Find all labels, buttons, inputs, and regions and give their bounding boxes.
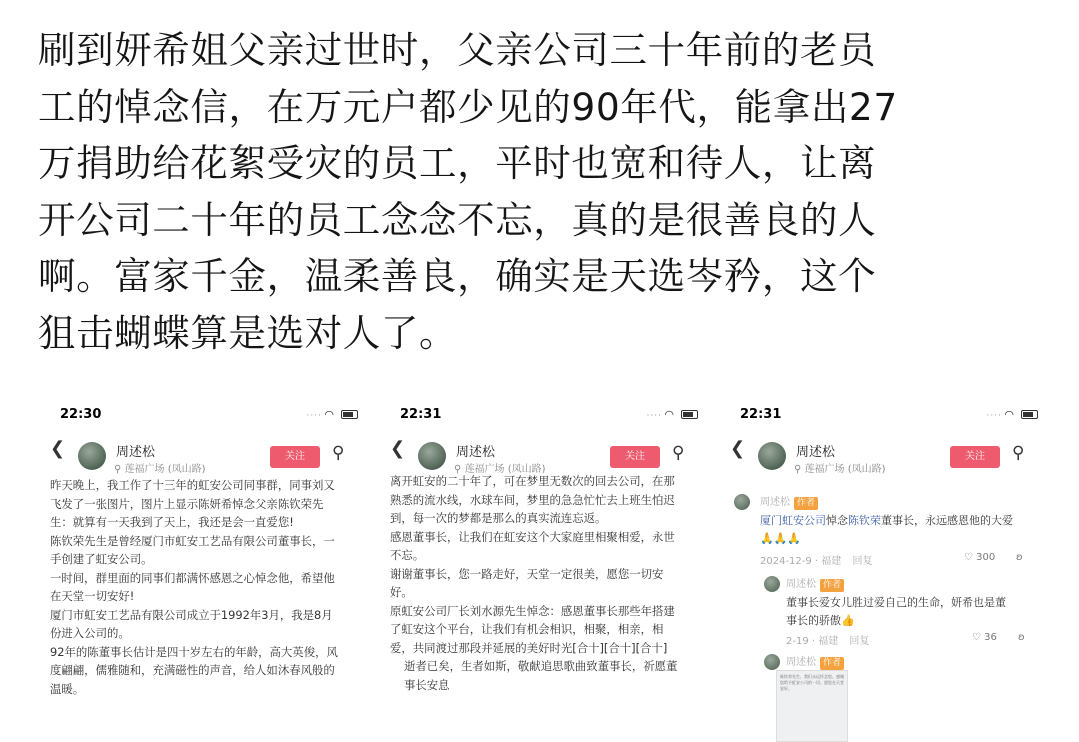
like-count[interactable] [964, 552, 995, 563]
paragraph: 一时间，群里面的同事们都满怀感恩之心悼念他，希望他在天堂一切安好! [50, 570, 335, 603]
paragraph: 昨天晚上，我工作了十三年的虹安公司同事群，同事刘又飞发了一张图片，图片上显示陈妍希悼念父亲陈钦荣先生：就算有一天我到了天上，我还是会一直爱您! [50, 478, 335, 529]
paragraph: 陈钦荣先生是曾经厦门市虹安工艺品有限公司董事长，一手创建了虹安公司。 [50, 533, 335, 566]
like-count[interactable] [972, 632, 997, 643]
author-badge: 作者 [820, 579, 844, 592]
search-icon[interactable]: ⚲ [672, 443, 685, 463]
status-time: 22:31 [740, 407, 782, 422]
comment-date: 2024-12-9 · 福建 [760, 556, 842, 567]
comment-image[interactable]: 陈钦荣先生，我们永远怀念您。感谢您给予虹安公司的一切。愿您在天堂安好。 [776, 670, 848, 742]
paragraph: 原虹安公司厂长刘水源先生悼念：感恩董事长那些年搭建了虹安这个平台，让我们有机会相识，相聚，相亲，相爱，共同渡过那段并延展的美好时光[合十][合十][合十] [390, 603, 675, 655]
location-pin-icon: ⚲ [794, 464, 802, 475]
like-number: 36 [984, 632, 997, 643]
follow-button[interactable]: 关注 [610, 446, 660, 468]
location-text: 莲福广场 (凤山路) [124, 464, 206, 475]
paragraph: 逝者已矣，生者如斯，敬献追思歌曲致董事长，祈愿董事长安息 [404, 659, 678, 692]
screenshot-2 [378, 398, 700, 742]
avatar[interactable] [418, 442, 446, 470]
comment-text [760, 512, 1022, 548]
post-line: 万捐助给花絮受灾的员工，平时也宽和待人，让离 [38, 141, 877, 185]
author-name[interactable]: 周述松 [116, 445, 156, 460]
heart-icon[interactable]: ♡ [964, 552, 973, 563]
comment-author-name[interactable]: 周述松 [786, 657, 816, 668]
post-line: 工的悼念信，在万元户都少见的90年代，能拿出27 [38, 84, 898, 129]
location-text: 莲福广场 (凤山路) [464, 464, 546, 475]
wifi-icon: ◠ [324, 408, 334, 421]
comment-author-name[interactable]: 周述松 [786, 579, 816, 590]
status-bar [718, 398, 1040, 428]
note-header [38, 428, 360, 476]
location-text: 莲福广场 (凤山路) [804, 464, 886, 475]
comment-author [786, 575, 844, 592]
paragraph: 厦门市虹安工艺品有限公司成立于1992年3月，我是8月份进入公司的。 [50, 607, 333, 640]
status-time: 22:30 [60, 407, 102, 422]
search-icon[interactable]: ⚲ [332, 443, 345, 463]
avatar[interactable] [758, 442, 786, 470]
comment-meta [786, 632, 869, 647]
back-arrow-icon[interactable]: ❮ [730, 438, 746, 459]
author-name[interactable]: 周述松 [796, 445, 836, 460]
location-pin-icon: ⚲ [114, 464, 122, 475]
dislike-icon[interactable]: ʚ [1016, 552, 1023, 563]
post-line: 啊。富家千金，温柔善良，确实是天选岑矜，这个 [38, 254, 877, 298]
note-body [378, 472, 700, 694]
paragraph: 离开虹安的二十年了，可在梦里无数次的回去公司，在那熟悉的流水线，水球车间，梦里的急急忙忙去上班生怕迟到，每一次的梦都是那么的真实流连忘返。 [390, 474, 675, 525]
battery-icon [681, 410, 698, 419]
post-line: 开公司二十年的员工念念不忘，真的是很善良的人 [38, 197, 877, 242]
follow-button[interactable]: 关注 [270, 446, 320, 468]
paragraph: 谢谢董事长，您一路走好，天堂一定很美，愿您一切安好。 [390, 566, 664, 599]
heart-icon[interactable]: ♡ [972, 632, 981, 643]
author-badge: 作者 [794, 497, 818, 510]
comment-date: 2-19 · 福建 [786, 636, 839, 647]
screenshot-3 [718, 398, 1040, 742]
back-arrow-icon[interactable]: ❮ [50, 438, 66, 459]
reply-button[interactable]: 回复 [852, 556, 873, 567]
location [454, 460, 546, 475]
follow-button[interactable]: 关注 [950, 446, 1000, 468]
comment-text-part: 董事长，永远感恩他的大爱🙏🙏🙏 [760, 514, 1013, 545]
signal-icon: ···· [986, 411, 1002, 421]
status-bar [38, 398, 360, 428]
search-icon[interactable]: ⚲ [1012, 443, 1025, 463]
author-badge: 作者 [820, 657, 844, 670]
status-bar [378, 398, 700, 428]
post-text [38, 22, 1048, 361]
avatar[interactable] [78, 442, 106, 470]
note-body [38, 476, 360, 698]
mention-link[interactable]: 陈钦荣 [848, 514, 881, 527]
comment-author-name[interactable]: 周述松 [760, 497, 790, 508]
back-arrow-icon[interactable]: ❮ [390, 438, 406, 459]
paragraph: 感恩董事长，让我们在虹安这个大家庭里相聚相爱，永世不忘。 [390, 529, 675, 562]
comment-avatar[interactable] [764, 576, 780, 592]
post-line: 刷到妍希姐父亲过世时，父亲公司三十年前的老员 [38, 28, 877, 72]
paragraph: 92年的陈董事长估计是四十岁左右的年龄，高大英俊，风度翩翩，儒雅随和，充满磁性的声音，给人如沐春风般的温暖。 [50, 644, 338, 696]
signal-icon: ···· [646, 411, 662, 421]
comment-text: 董事长爱女儿胜过爱自己的生命，妍希也是董事长的骄傲👍 [786, 596, 1006, 627]
battery-icon [341, 410, 358, 419]
comment-meta [760, 552, 872, 567]
screenshot-1 [38, 398, 360, 742]
wifi-icon: ◠ [1004, 408, 1014, 421]
topic-link[interactable]: 厦门虹安公司 [760, 514, 826, 527]
comment-avatar[interactable] [764, 654, 780, 670]
signal-icon: ···· [306, 411, 322, 421]
location [794, 460, 886, 475]
author-name[interactable]: 周述松 [456, 445, 496, 460]
location [114, 460, 206, 475]
dislike-icon[interactable]: ʚ [1018, 632, 1025, 643]
comment-author [786, 653, 844, 670]
reply-button[interactable]: 回复 [849, 636, 870, 647]
wifi-icon: ◠ [664, 408, 674, 421]
battery-icon [1021, 410, 1038, 419]
status-time: 22:31 [400, 407, 442, 422]
note-header [378, 428, 700, 476]
like-number: 300 [976, 552, 996, 563]
note-header [718, 428, 1040, 476]
comment-text-part: 悼念 [826, 514, 848, 527]
comment-avatar[interactable] [734, 494, 750, 510]
location-pin-icon: ⚲ [454, 464, 462, 475]
post-line: 狙击蝴蝶算是选对人了。 [38, 310, 458, 355]
comment-author [760, 493, 818, 510]
